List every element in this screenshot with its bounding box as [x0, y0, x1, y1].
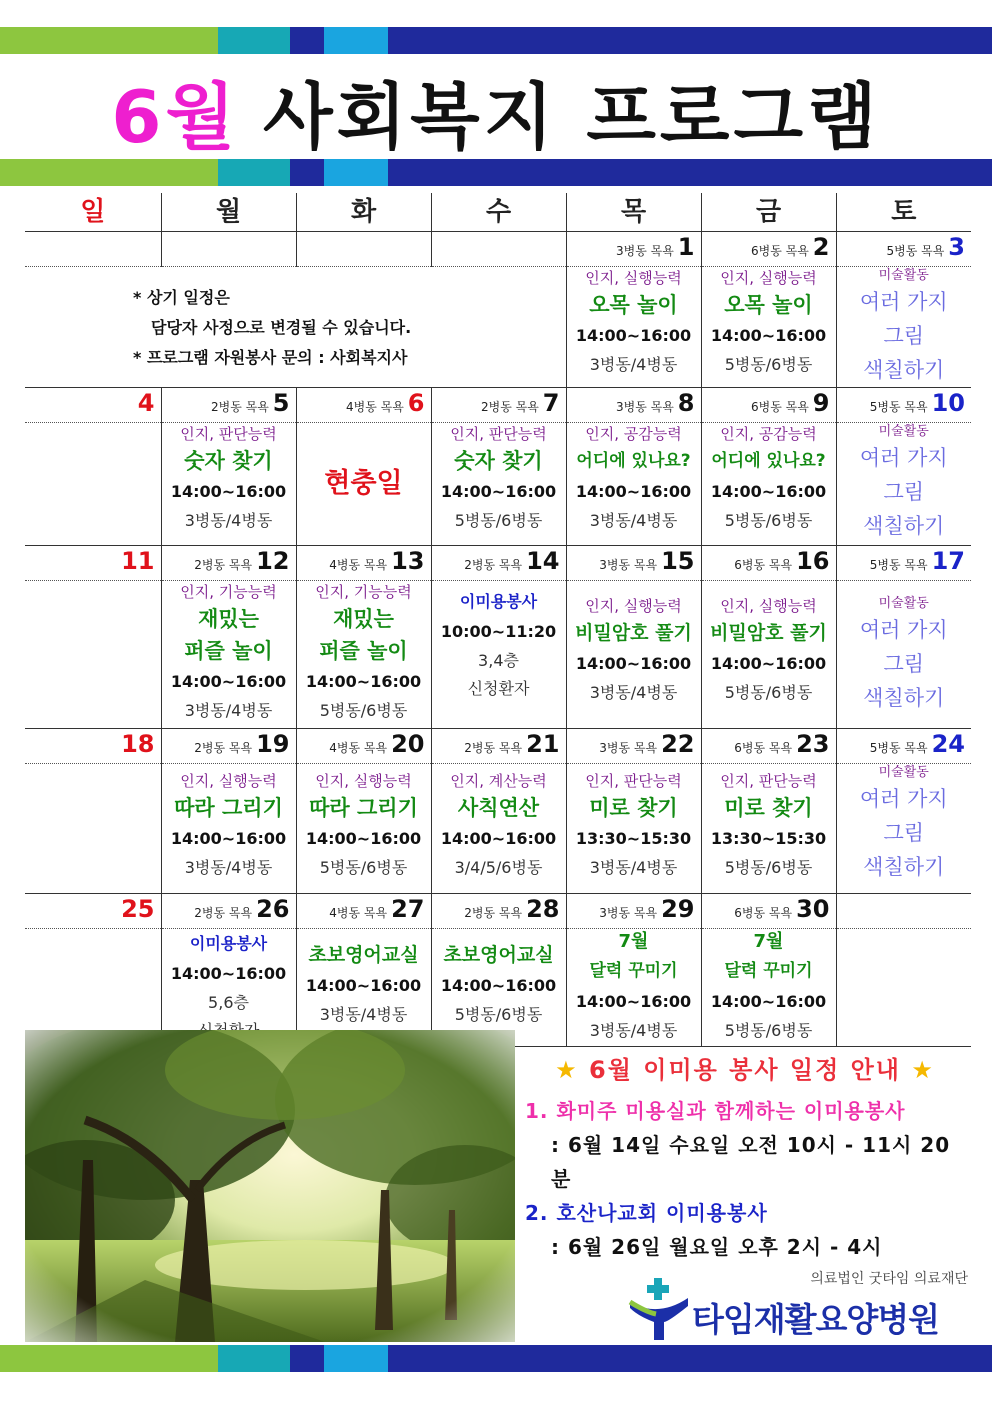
program-category: 미술활동	[878, 596, 929, 611]
note-line: 담당자 사정으로 변경될 수 있습니다.	[151, 318, 412, 337]
notice-note	[25, 267, 566, 388]
program-cell	[701, 581, 836, 729]
program-cell	[161, 423, 296, 546]
art-line: 여러 가지	[859, 787, 948, 811]
program-ward: 3병동/4병동	[319, 1005, 408, 1024]
program-cell	[701, 423, 836, 546]
weekday-thu: 목	[566, 193, 701, 232]
date-cell	[431, 388, 566, 423]
program-title: 달력 꾸미기	[724, 961, 813, 981]
program-time: 14:00~16:00	[170, 964, 287, 983]
date-cell	[566, 729, 701, 764]
program-cell	[836, 267, 971, 388]
day-number: 23	[796, 730, 830, 758]
program-category: 인지, 실행능력	[720, 269, 817, 287]
bath-label: 6병동 목욕	[734, 906, 793, 920]
day-number: 17	[931, 547, 965, 575]
week2-programs	[25, 423, 971, 546]
art-line: 그림	[883, 480, 925, 504]
program-title: 숫자 찾기	[454, 449, 543, 473]
program-ward: 3병동/4병동	[589, 1021, 678, 1040]
program-ward: 5병동/6병동	[319, 701, 408, 720]
program-ward: 3병동/4병동	[589, 355, 678, 374]
program-time: 14:00~16:00	[440, 976, 557, 995]
program-cell	[701, 764, 836, 894]
date-cell	[431, 894, 566, 929]
program-time: 14:00~16:00	[440, 482, 557, 501]
day-number: 25	[121, 895, 155, 923]
program-time: 10:00~11:20	[440, 622, 557, 641]
day-number: 1	[677, 233, 695, 261]
day-number: 29	[661, 895, 695, 923]
program-category: 미술활동	[878, 424, 929, 439]
empty-cell	[25, 423, 161, 546]
program-time: 14:00~16:00	[170, 829, 287, 848]
day-number: 28	[526, 895, 560, 923]
program-category: 인지, 공감능력	[585, 425, 682, 443]
program-cell	[431, 764, 566, 894]
program-cell	[431, 929, 566, 1047]
program-cell	[296, 929, 431, 1047]
art-line: 그림	[883, 652, 925, 676]
program-category: 미술활동	[878, 268, 929, 283]
art-line: 그림	[883, 324, 925, 348]
program-ward: 5병동/6병동	[724, 511, 813, 530]
program-category: 미술활동	[878, 765, 929, 780]
program-ward: 5병동/6병동	[454, 511, 543, 530]
week5-programs	[25, 929, 971, 1047]
program-ward: 5병동/6병동	[454, 1005, 543, 1024]
empty-cell	[25, 764, 161, 894]
service-title: 이미용봉사	[189, 934, 268, 953]
notice-item-1: 1. 화미주 미용실과 함께하는 이미용봉사	[525, 1099, 906, 1123]
weekday-fri: 금	[701, 193, 836, 232]
holiday-label: 현충일	[324, 468, 403, 499]
note-line: * 프로그램 자원봉사 문의 : 사회복지사	[133, 348, 408, 367]
bath-label: 2병동 목욕	[194, 558, 253, 572]
empty-cell	[836, 929, 971, 1047]
program-category: 인지, 기능능력	[180, 583, 277, 601]
note-line: * 상기 일정은	[133, 288, 230, 307]
program-title: 재밌는	[198, 607, 259, 631]
forest-photo	[25, 1030, 515, 1342]
program-time: 14:00~16:00	[710, 482, 827, 501]
date-cell	[25, 894, 161, 929]
day-number: 9	[812, 389, 830, 417]
day-number: 11	[121, 547, 155, 575]
program-ward: 5병동/6병동	[724, 858, 813, 877]
program-cell	[161, 929, 296, 1047]
date-cell	[701, 546, 836, 581]
program-cell	[701, 929, 836, 1047]
bath-label: 2병동 목욕	[194, 906, 253, 920]
program-title: 따라 그리기	[309, 796, 418, 820]
day-number: 13	[391, 547, 425, 575]
program-time: 14:00~16:00	[305, 672, 422, 691]
bath-label: 3병동 목욕	[599, 558, 658, 572]
day-number: 2	[812, 233, 830, 261]
date-cell	[836, 729, 971, 764]
week3-dates	[25, 546, 971, 581]
bath-label: 4병동 목욕	[345, 400, 404, 414]
calendar	[25, 193, 971, 1047]
program-time: 14:00~16:00	[440, 829, 557, 848]
bath-label: 5병동 목욕	[886, 244, 945, 258]
star-icon: ★	[555, 1056, 579, 1084]
program-cell	[566, 267, 701, 388]
day-number: 15	[661, 547, 695, 575]
date-cell	[701, 388, 836, 423]
week4-dates	[25, 729, 971, 764]
program-ward: 3병동/4병동	[589, 511, 678, 530]
date-cell	[25, 729, 161, 764]
notice-item-2-detail: : 6월 26일 월요일 오후 2시 - 4시	[551, 1235, 883, 1259]
day-number: 20	[391, 730, 425, 758]
weekday-tue: 화	[296, 193, 431, 232]
program-time: 14:00~16:00	[575, 992, 692, 1011]
program-title: 달력 꾸미기	[589, 961, 678, 981]
day-number: 8	[677, 389, 695, 417]
week3-programs	[25, 581, 971, 729]
bath-label: 3병동 목욕	[615, 244, 674, 258]
notice-heading	[525, 1046, 965, 1094]
program-category: 인지, 실행능력	[180, 772, 277, 790]
program-cell	[566, 764, 701, 894]
program-time: 14:00~16:00	[710, 992, 827, 1011]
hospital-logo-icon	[626, 1278, 696, 1340]
program-title: 미로 찾기	[589, 796, 678, 820]
art-line: 여러 가지	[859, 446, 948, 470]
bath-label: 6병동 목욕	[750, 244, 809, 258]
date-cell	[25, 232, 161, 267]
program-category: 인지, 실행능력	[585, 269, 682, 287]
date-cell	[161, 546, 296, 581]
bath-label: 2병동 목욕	[464, 741, 523, 755]
program-title: 7월	[618, 931, 649, 952]
date-cell	[296, 729, 431, 764]
program-time: 14:00~16:00	[575, 654, 692, 673]
date-cell	[836, 232, 971, 267]
day-number: 18	[121, 730, 155, 758]
date-cell	[701, 729, 836, 764]
service-title: 이미용봉사	[459, 592, 538, 611]
week5-dates	[25, 894, 971, 929]
holiday-cell	[296, 423, 431, 546]
day-number: 27	[391, 895, 425, 923]
date-cell	[431, 546, 566, 581]
program-title: 숫자 찾기	[184, 449, 273, 473]
hospital-logo	[626, 1278, 976, 1340]
day-number: 5	[272, 389, 290, 417]
program-cell	[431, 581, 566, 729]
art-line: 그림	[883, 821, 925, 845]
program-category: 인지, 판단능력	[450, 425, 547, 443]
program-cell	[566, 581, 701, 729]
day-number: 6	[407, 389, 425, 417]
bath-label: 2병동 목욕	[210, 400, 269, 414]
program-category: 인지, 판단능력	[720, 772, 817, 790]
bath-label: 3병동 목욕	[599, 906, 658, 920]
date-cell	[296, 546, 431, 581]
title-stripe	[0, 159, 992, 186]
bath-label: 3병동 목욕	[615, 400, 674, 414]
week1-dates	[25, 232, 971, 267]
date-cell	[701, 894, 836, 929]
program-cell	[836, 581, 971, 729]
bath-label: 2병동 목욕	[464, 906, 523, 920]
program-time: 14:00~16:00	[575, 482, 692, 501]
day-number: 14	[526, 547, 560, 575]
bottom-stripe	[0, 1345, 992, 1372]
page-title	[0, 72, 992, 162]
date-cell	[431, 729, 566, 764]
weekday-wed: 수	[431, 193, 566, 232]
day-number: 4	[137, 389, 155, 417]
art-line: 색칠하기	[863, 358, 945, 382]
program-time: 13:30~15:30	[710, 829, 827, 848]
program-time: 14:00~16:00	[710, 326, 827, 345]
program-ward: 5병동/6병동	[724, 1021, 813, 1040]
program-title: 오목 놀이	[724, 293, 813, 317]
program-cell	[836, 764, 971, 894]
program-category: 인지, 실행능력	[585, 597, 682, 615]
bath-label: 5병동 목욕	[869, 741, 928, 755]
day-number: 10	[931, 389, 965, 417]
art-line: 색칠하기	[863, 514, 945, 538]
program-category: 인지, 기능능력	[315, 583, 412, 601]
program-time: 14:00~16:00	[170, 672, 287, 691]
program-title: 재밌는	[333, 607, 394, 631]
bath-label: 4병동 목욕	[329, 741, 388, 755]
date-cell	[296, 388, 431, 423]
weekday-mon: 월	[161, 193, 296, 232]
bath-label: 2병동 목욕	[480, 400, 539, 414]
program-ward: 5병동/6병동	[724, 683, 813, 702]
notice-item-1-detail: : 6월 14일 수요일 오전 10시 - 11시 20분	[551, 1133, 951, 1191]
date-cell	[566, 388, 701, 423]
week2-dates	[25, 388, 971, 423]
program-time: 14:00~16:00	[170, 482, 287, 501]
program-category: 인지, 판단능력	[585, 772, 682, 790]
date-cell	[566, 232, 701, 267]
day-number: 30	[796, 895, 830, 923]
program-title: 따라 그리기	[174, 796, 283, 820]
service-floor: 3,4층	[478, 651, 519, 670]
weekday-sat: 토	[836, 193, 971, 232]
program-category: 인지, 계산능력	[450, 772, 547, 790]
star-icon: ★	[911, 1056, 935, 1084]
day-number: 19	[256, 730, 290, 758]
program-ward: 3병동/4병동	[589, 683, 678, 702]
date-cell	[701, 232, 836, 267]
program-time: 14:00~16:00	[575, 326, 692, 345]
date-cell	[836, 388, 971, 423]
service-floor: 5,6층	[208, 993, 249, 1012]
program-cell	[431, 423, 566, 546]
day-number: 12	[256, 547, 290, 575]
program-ward: 3병동/4병동	[589, 858, 678, 877]
notice-item-2: 2. 호산나교회 이미용봉사	[525, 1201, 768, 1225]
bath-label: 3병동 목욕	[599, 741, 658, 755]
program-cell	[296, 764, 431, 894]
day-number: 7	[542, 389, 560, 417]
program-category: 인지, 실행능력	[720, 597, 817, 615]
day-number: 3	[948, 233, 965, 261]
date-cell	[296, 894, 431, 929]
program-title: 어디에 있나요?	[576, 451, 691, 471]
art-line: 여러 가지	[859, 290, 948, 314]
empty-cell	[25, 929, 161, 1047]
bath-label: 5병동 목욕	[869, 558, 928, 572]
program-ward: 3병동/4병동	[184, 701, 273, 720]
program-cell	[836, 423, 971, 546]
bath-label: 5병동 목욕	[869, 400, 928, 414]
foundation-name: 의료법인 굿타임 의료재단	[810, 1271, 968, 1287]
date-cell	[836, 894, 971, 929]
program-title: 사칙연산	[457, 796, 540, 820]
program-ward: 3/4/5/6병동	[454, 858, 543, 877]
program-title: 오목 놀이	[589, 293, 678, 317]
date-cell	[25, 546, 161, 581]
bath-label: 4병동 목욕	[329, 906, 388, 920]
date-cell	[161, 729, 296, 764]
empty-cell	[25, 581, 161, 729]
program-title: 비밀암호 풀기	[575, 622, 692, 644]
title-month: 6월	[111, 75, 240, 159]
beauty-service-notice	[525, 1046, 965, 1264]
week1-programs	[25, 267, 971, 388]
bath-label: 6병동 목욕	[750, 400, 809, 414]
art-line: 색칠하기	[863, 686, 945, 710]
program-time: 14:00~16:00	[710, 654, 827, 673]
date-cell	[566, 894, 701, 929]
art-line: 색칠하기	[863, 855, 945, 879]
date-cell	[161, 894, 296, 929]
day-number: 24	[931, 730, 965, 758]
notice-title: 6월 이미용 봉사 일정 안내	[589, 1056, 901, 1084]
program-ward: 5병동/6병동	[319, 858, 408, 877]
program-category: 인지, 공감능력	[720, 425, 817, 443]
program-time: 14:00~16:00	[305, 829, 422, 848]
bath-label: 6병동 목욕	[734, 558, 793, 572]
bath-label: 4병동 목욕	[329, 558, 388, 572]
date-cell	[836, 546, 971, 581]
day-number: 22	[661, 730, 695, 758]
date-cell	[296, 232, 431, 267]
program-title: 어디에 있나요?	[711, 451, 826, 471]
date-cell	[161, 388, 296, 423]
bath-label: 6병동 목욕	[734, 741, 793, 755]
program-title: 초보영어교실	[308, 944, 419, 966]
program-ward: 3병동/4병동	[184, 511, 273, 530]
day-number: 26	[256, 895, 290, 923]
date-cell	[161, 232, 296, 267]
program-ward: 3병동/4병동	[184, 858, 273, 877]
title-text: 사회복지 프로그램	[263, 75, 881, 159]
service-target: 신청환자	[467, 679, 530, 698]
bath-label: 2병동 목욕	[194, 741, 253, 755]
date-cell	[25, 388, 161, 423]
weekday-sun: 일	[25, 193, 161, 232]
program-cell	[296, 581, 431, 729]
program-title: 퍼즐 놀이	[319, 639, 408, 663]
top-stripe	[0, 27, 992, 54]
day-number: 16	[796, 547, 830, 575]
weekday-header	[25, 193, 971, 232]
program-cell	[566, 423, 701, 546]
program-time: 13:30~15:30	[575, 829, 692, 848]
date-cell	[431, 232, 566, 267]
program-time: 14:00~16:00	[305, 976, 422, 995]
program-cell	[701, 267, 836, 388]
program-category: 인지, 판단능력	[180, 425, 277, 443]
date-cell	[566, 546, 701, 581]
program-cell	[161, 581, 296, 729]
day-number: 21	[526, 730, 560, 758]
program-title: 7월	[753, 931, 784, 952]
program-title: 비밀암호 풀기	[710, 622, 827, 644]
bath-label: 2병동 목욕	[464, 558, 523, 572]
program-ward: 5병동/6병동	[724, 355, 813, 374]
hospital-name: 타임재활요양병원	[692, 1300, 940, 1339]
program-category: 인지, 실행능력	[315, 772, 412, 790]
art-line: 여러 가지	[859, 618, 948, 642]
program-title: 초보영어교실	[443, 944, 554, 966]
week4-programs	[25, 764, 971, 894]
program-title: 퍼즐 놀이	[184, 639, 273, 663]
program-cell	[161, 764, 296, 894]
program-title: 미로 찾기	[724, 796, 813, 820]
program-cell	[566, 929, 701, 1047]
